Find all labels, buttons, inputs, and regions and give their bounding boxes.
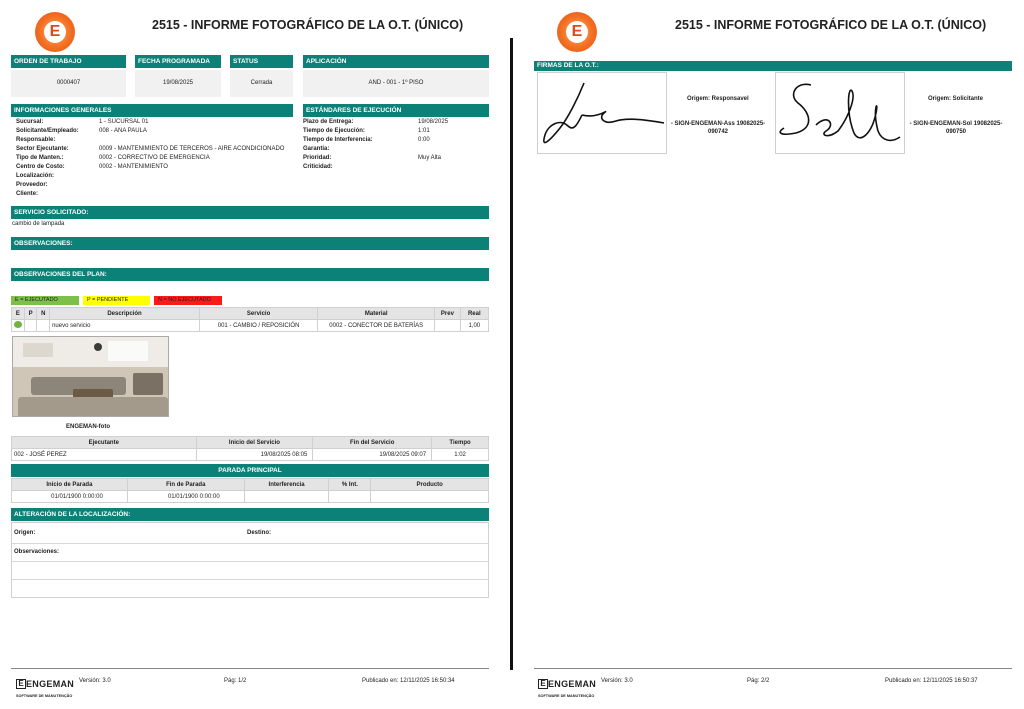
footer-divider: [534, 668, 1012, 669]
report-page-1: [0, 0, 500, 709]
engeman-brand-logo: E ENGEMAN SOFTWARE DE MANUTENÇÃO: [538, 678, 597, 698]
standards-list: Plazo de Entrega: 19/08/2025 Tiempo de Ejecución: 1:01 Tiempo de Interferencia: 0:00 Garantía: Prioridad: Muy Alta Criticidad:: [303, 119, 449, 170]
footer-version: Versión: 3.0: [79, 678, 111, 684]
footer-page-number: Pág: 2/2: [747, 678, 770, 684]
field-label-status: STATUS: [230, 55, 293, 68]
plan-table: [11, 307, 489, 332]
footer-page-number: Pág: 1/2: [224, 678, 247, 684]
field-label-date: FECHA PROGRAMADA: [135, 55, 221, 68]
signature-code-solicitante: - SIGN-ENGEMAN-Sol 19082025-090750: [909, 121, 1003, 135]
footer-published: Publicado en: 12/11/2025 16:50:34: [362, 678, 455, 684]
origin-label: Origen:: [14, 530, 36, 536]
field-value-date: 19/08/2025: [135, 70, 221, 97]
footer-published: Publicado en: 12/11/2025 16:50:37: [885, 678, 978, 684]
living-room-photo-image: [13, 337, 169, 417]
general-info-header: INFORMACIONES GENERALES: [11, 104, 293, 117]
field-value-ot: 0000407: [11, 70, 126, 97]
general-info-list: Sucursal: 1 - SUCURSAL 01 Solicitante/Empleado: 008 - ANA PAULA Responsable: Sector Ejecutante: 0009 - MANTENIMIENTO DE TERCEROS - AIRE ACONDICIONADO Tipo de Manten.: 0002 - CORRECTIVO DE EMERGENCIA Centro de Costo: 0002 - MANTENIMIENTO Localización: Proveedor: Cliente:: [16, 119, 285, 197]
executor-table-header: Ejecutante Inicio del Servicio Fin del Servicio Tiempo: [12, 437, 489, 449]
footer-divider: [11, 668, 489, 669]
field-label-application: APLICACIÓN: [303, 55, 489, 68]
field-value-application: AND - 001 - 1º PISO: [303, 70, 489, 97]
signature-responsavel-image: [537, 72, 667, 154]
footer-version: Versión: 3.0: [601, 678, 633, 684]
engeman-logo-icon: E: [557, 12, 597, 52]
legend-not-executed: N = NO EJECUTADO: [154, 296, 222, 305]
destination-label: Destino:: [247, 530, 271, 536]
report-page-2: [520, 0, 1024, 709]
service-text: cambio de lampada: [12, 221, 65, 227]
photo-caption: ENGEMAN-foto: [66, 424, 110, 430]
field-value-status: Cerrada: [230, 70, 293, 97]
page-title: 2515 - INFORME FOTOGRÁFICO DE LA O.T. (ÚNICO): [675, 18, 987, 32]
table-row: nuevo servicio 001 - CAMBIO / REPOSICIÓN 0002 - CONECTOR DE BATERÍAS 1,00: [12, 320, 489, 332]
stop-header: PARADA PRINCIPAL: [11, 464, 489, 477]
field-label-ot: ORDEN DE TRABAJO: [11, 55, 126, 68]
page-divider: [510, 38, 513, 670]
signature-code-responsavel: - SIGN-ENGEMAN-Ass 19082025-090742: [670, 121, 766, 135]
signature-solicitante-image: [775, 72, 905, 154]
engeman-logo-icon: E: [35, 12, 75, 52]
location-change-header: ALTERACIÓN DE LA LOCALIZACIÓN:: [11, 508, 489, 521]
plan-table-header: E P N Descripción Servicio Material Prev Real: [12, 308, 489, 320]
location-observations-label: Observaciones:: [14, 549, 60, 555]
engeman-brand-logo: E ENGEMAN SOFTWARE DE MANUTENÇÃO: [16, 678, 75, 698]
signature-role-solicitante: Origem: Solicitante: [928, 96, 984, 102]
signatures-header: FIRMAS DE LA O.T.:: [534, 61, 1012, 71]
page-title: 2515 - INFORME FOTOGRÁFICO DE LA O.T. (ÚNICO): [152, 18, 464, 32]
service-photo: [12, 336, 169, 417]
legend-pending: P = PENDIENTE: [83, 296, 150, 305]
table-row: 01/01/1900 0:00:00 01/01/1900 0:00:00: [12, 491, 489, 503]
stop-table-header: Inicio de Parada Fin de Parada Interferencia % Int. Producto: [12, 479, 489, 491]
executed-status-dot-icon: [14, 321, 22, 328]
stop-table: [11, 478, 489, 503]
service-header: SERVICIO SOLICITADO:: [11, 206, 489, 219]
standards-header: ESTÁNDARES DE EJECUCIÓN: [303, 104, 489, 117]
table-row: 002 - JOSÉ PEREZ 19/08/2025 08:05 19/08/2025 09:07 1:02: [12, 449, 489, 461]
location-change-box: [11, 522, 489, 598]
legend-executed: E = EJECUTADO: [11, 296, 79, 305]
plan-observations-header: OBSERVACIONES DEL PLAN:: [11, 268, 489, 281]
signature-role-responsavel: Origem: Responsavel: [687, 96, 749, 102]
observations-header: OBSERVACIONES:: [11, 237, 489, 250]
executor-table: [11, 436, 489, 461]
